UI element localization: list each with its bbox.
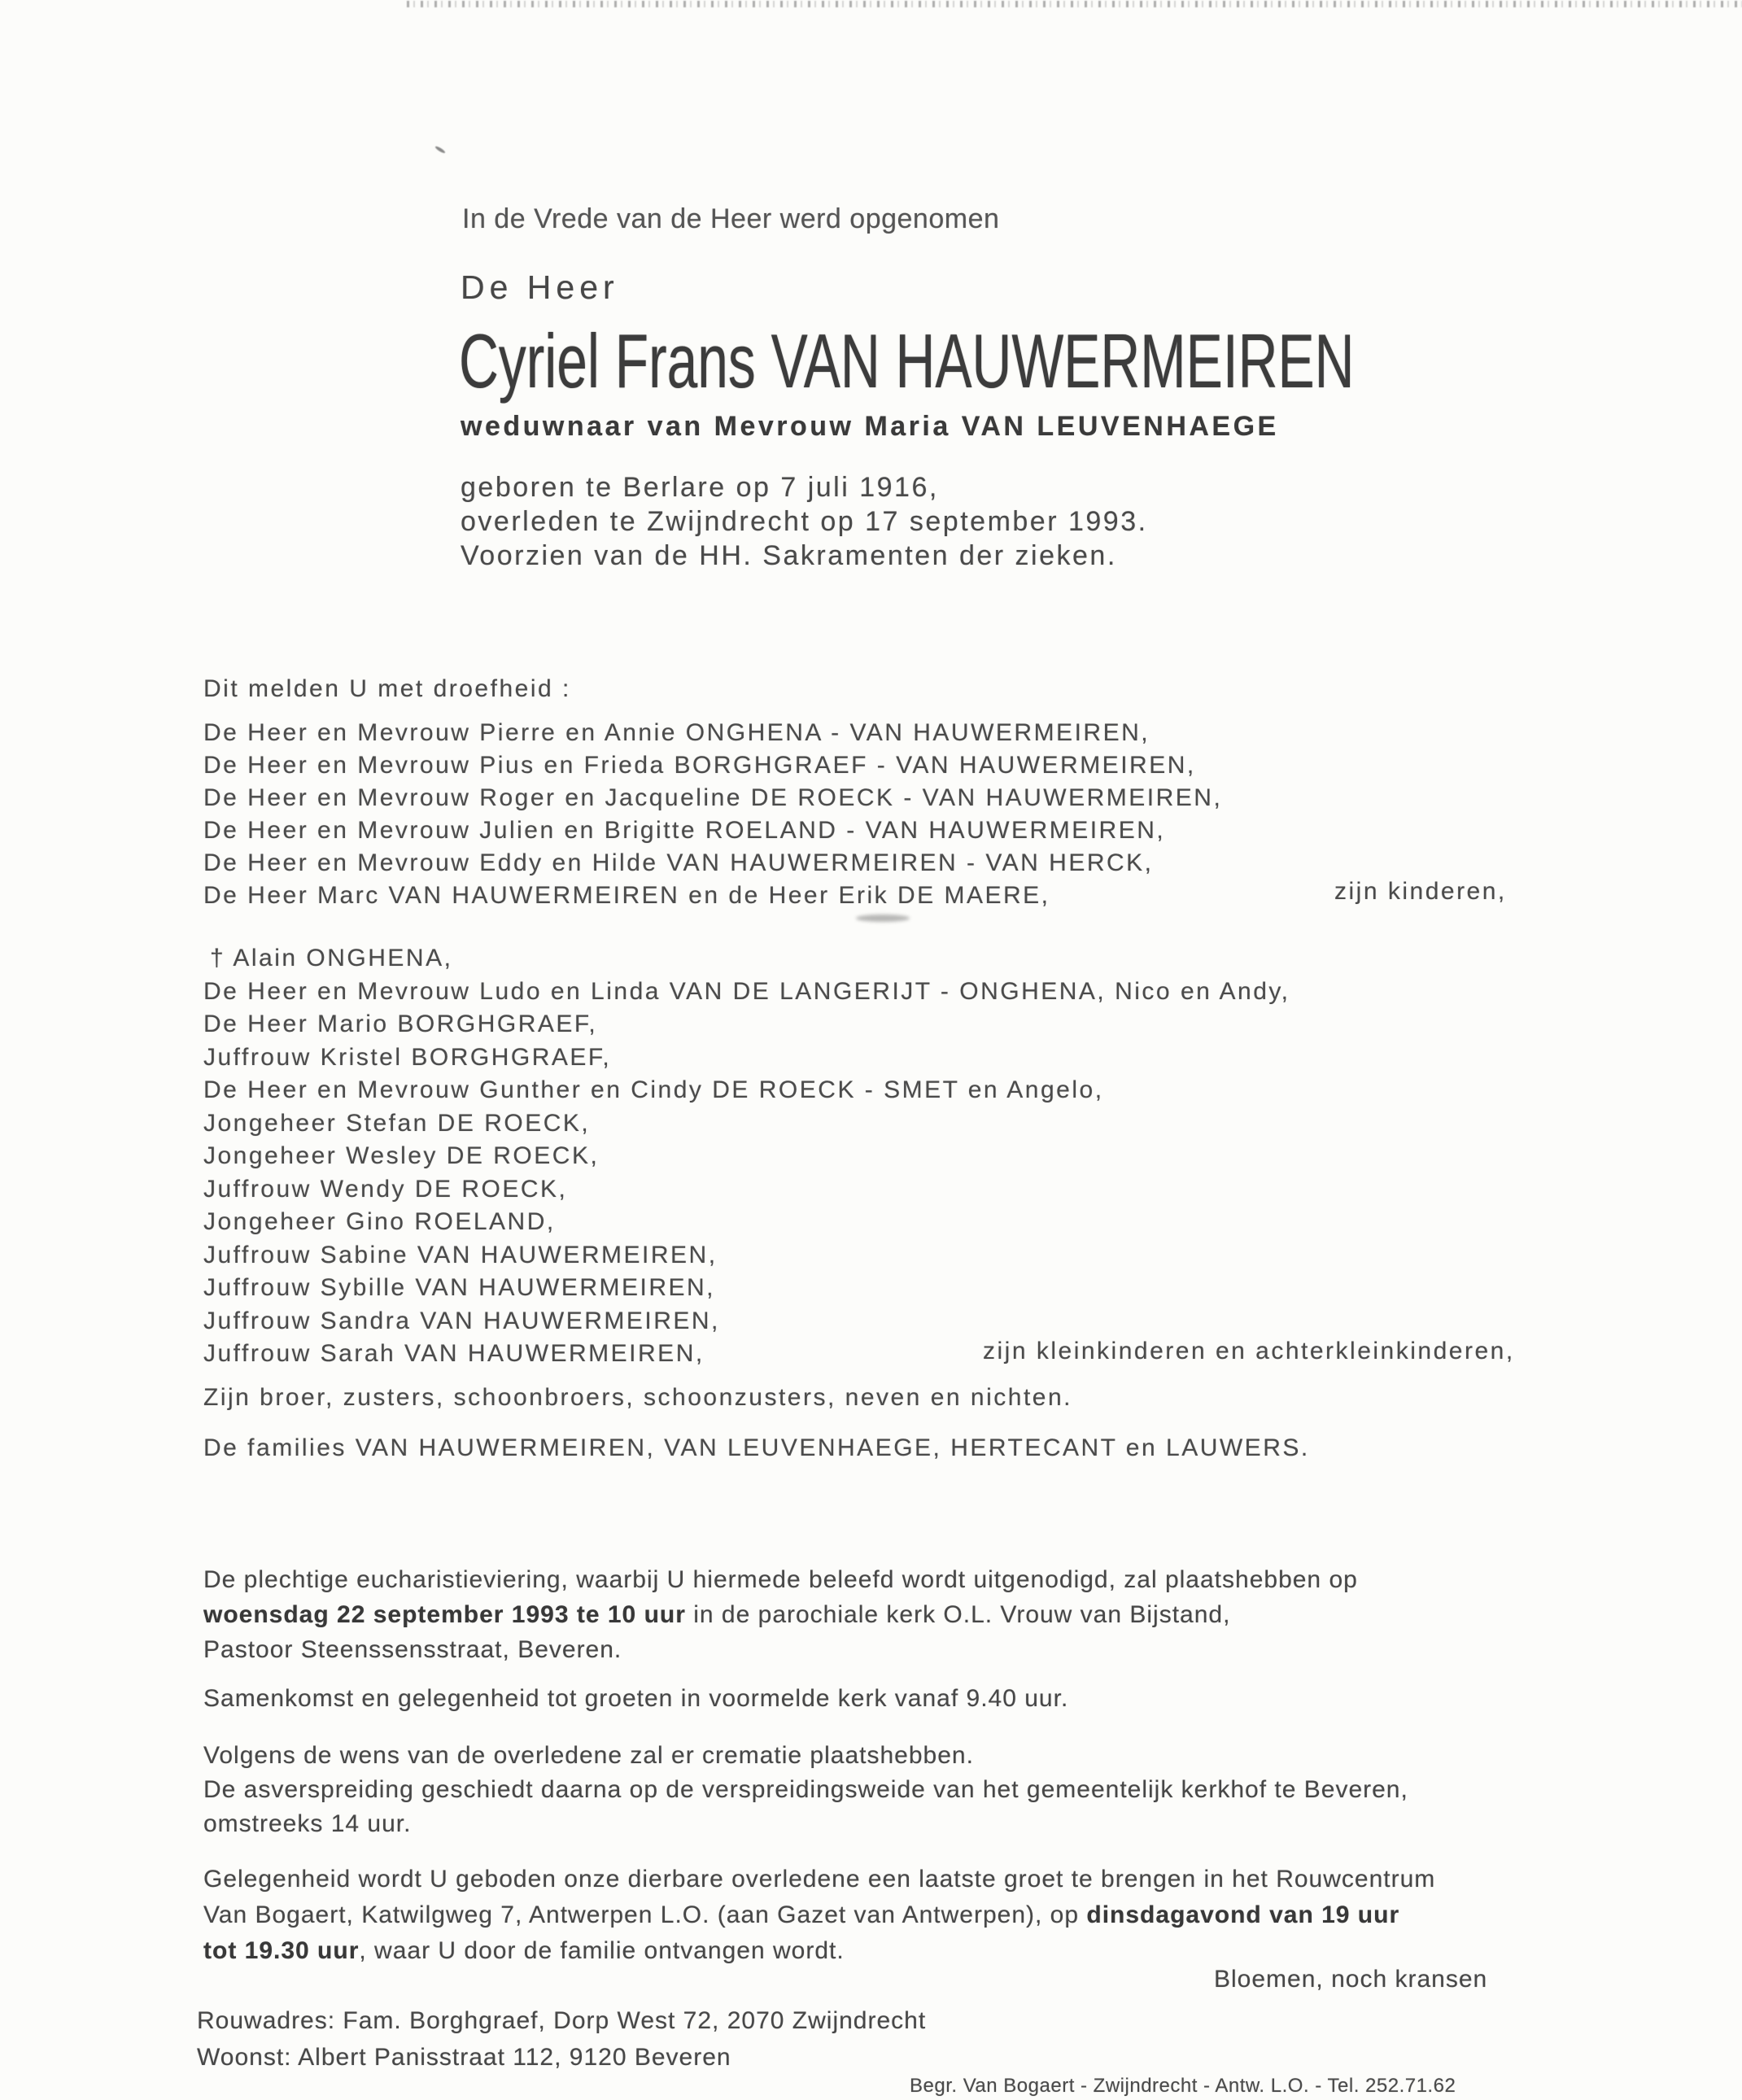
service-line-2 bbox=[203, 1597, 1358, 1632]
cremation-line-1: Volgens de wens van de overledene zal er crematie plaatshebben. bbox=[203, 1742, 974, 1769]
scan-artifact-top bbox=[407, 1, 1742, 7]
grandchildren-list-item: Jongeheer Stefan DE ROECK, bbox=[203, 1109, 591, 1137]
gathering-line: Samenkomst en gelegenheid tot groeten in voormelde kerk vanaf 9.40 uur. bbox=[203, 1685, 1069, 1712]
service-line-2-rest: in de parochiale kerk O.L. Vrouw van Bijstand, bbox=[685, 1601, 1231, 1628]
grandchildren-list-item: De Heer Mario BORGHGRAEF, bbox=[203, 1011, 598, 1037]
service-line-1: De plechtige eucharistieviering, waarbij U hiermede beleefd wordt uitgenodigd, zal plaatshebben op bbox=[203, 1566, 1358, 1593]
grandchildren-role-label: zijn kleinkinderen en achterkleinkinderen, bbox=[983, 1338, 1515, 1364]
visitation-paragraph bbox=[203, 1862, 1435, 1969]
grandchildren-list-item: Juffrouw Wendy DE ROECK, bbox=[203, 1175, 568, 1203]
deceased-name-text: Cyriel Frans VAN HAUWERMEIREN bbox=[459, 318, 1355, 404]
children-list-item: De Heer en Mevrouw Eddy en Hilde VAN HAUWERMEIREN - VAN HERCK, bbox=[203, 849, 1154, 876]
grandchildren-list-item: Juffrouw Sybille VAN HAUWERMEIREN, bbox=[203, 1274, 716, 1301]
deceased-name bbox=[459, 317, 1703, 405]
grandchildren-list-item: Jongeheer Gino ROELAND, bbox=[203, 1208, 556, 1235]
children-list-item: De Heer Marc VAN HAUWERMEIREN en de Heer Erik DE MAERE, bbox=[203, 882, 1050, 909]
visitation-time-bold: dinsdagavond van 19 uur bbox=[1086, 1901, 1400, 1928]
visitation-line-2-start: Van Bogaert, Katwilgweg 7, Antwerpen L.O. (aan Gazet van Antwerpen), op bbox=[203, 1901, 1087, 1928]
mourning-address-line: Rouwadres: Fam. Borghgraef, Dorp West 72, 2070 Zwijndrecht bbox=[197, 2007, 927, 2034]
grandchildren-list-item: Juffrouw Sabine VAN HAUWERMEIREN, bbox=[203, 1241, 718, 1268]
grandchildren-list-item: Juffrouw Sandra VAN HAUWERMEIREN, bbox=[203, 1307, 720, 1334]
residence-line: Woonst: Albert Panisstraat 112, 9120 Beveren bbox=[197, 2044, 731, 2071]
sacraments-line: Voorzien van de HH. Sakramenten der zieken. bbox=[461, 540, 1117, 571]
cremation-paragraph bbox=[203, 1739, 1408, 1841]
grandchildren-list-item: De Heer en Mevrouw Ludo en Linda VAN DE LANGERIJT - ONGHENA, Nico en Andy, bbox=[203, 977, 1290, 1005]
visitation-line-2 bbox=[203, 1897, 1435, 1933]
visitation-line-3 bbox=[203, 1933, 1435, 1969]
children-list bbox=[203, 717, 1222, 912]
flowers-line: Bloemen, noch kransen bbox=[1214, 1966, 1488, 1993]
grandchildren-list-item: Juffrouw Sarah VAN HAUWERMEIREN, bbox=[203, 1340, 705, 1367]
notice-line: Dit melden U met droefheid : bbox=[203, 675, 571, 702]
intro-line: In de Vrede van de Heer werd opgenomen bbox=[462, 203, 1000, 234]
children-role-label: zijn kinderen, bbox=[1334, 878, 1507, 905]
visitation-line-1: Gelegenheid wordt U geboden onze dierbare overledene een laatste groet te brengen in het Rouwcentrum bbox=[203, 1866, 1436, 1893]
children-list-item: De Heer en Mevrouw Roger en Jacqueline DE ROECK - VAN HAUWERMEIREN, bbox=[203, 784, 1223, 811]
grandchildren-list bbox=[203, 942, 1290, 1371]
cremation-line-2: De asverspreiding geschiedt daarna op de verspreidingsweide van het gemeentelijk kerkhof te Beveren, bbox=[203, 1776, 1408, 1803]
children-list-item: De Heer en Mevrouw Julien en Brigitte ROELAND - VAN HAUWERMEIREN, bbox=[203, 817, 1166, 844]
grandchildren-list-item: † Alain ONGHENA, bbox=[210, 945, 453, 971]
spouse-line: weduwnaar van Mevrouw Maria VAN LEUVENHAEGE bbox=[461, 411, 1279, 442]
death-line: overleden te Zwijndrecht op 17 september 1993. bbox=[461, 506, 1148, 537]
families-line: De families VAN HAUWERMEIREN, VAN LEUVENHAEGE, HERTECANT en LAUWERS. bbox=[203, 1434, 1310, 1461]
life-dates-block bbox=[461, 470, 1148, 573]
undertaker-line: Begr. Van Bogaert - Zwijndrecht - Antw. L.O. - Tel. 252.71.62 bbox=[910, 2075, 1456, 2097]
grandchildren-list-item: De Heer en Mevrouw Gunther en Cindy DE ROECK - SMET en Angelo, bbox=[203, 1076, 1104, 1103]
grandchildren-list-item: Jongeheer Wesley DE ROECK, bbox=[203, 1142, 600, 1169]
birth-line: geboren te Berlare op 7 juli 1916, bbox=[461, 472, 939, 503]
children-list-item: De Heer en Mevrouw Pius en Frieda BORGHGRAEF - VAN HAUWERMEIREN, bbox=[203, 752, 1196, 779]
visitation-time-end-bold: tot 19.30 uur bbox=[203, 1937, 360, 1964]
children-list-item: De Heer en Mevrouw Pierre en Annie ONGHENA - VAN HAUWERMEIREN, bbox=[203, 719, 1150, 746]
grandchildren-list-item: Juffrouw Kristel BORGHGRAEF, bbox=[203, 1043, 612, 1071]
salutation: De Heer bbox=[461, 269, 619, 306]
scan-smudge bbox=[856, 915, 910, 922]
scan-speck bbox=[434, 146, 446, 155]
visitation-line-3-rest: , waar U door de familie ontvangen wordt. bbox=[359, 1937, 845, 1964]
service-line-3: Pastoor Steenssensstraat, Beveren. bbox=[203, 1636, 622, 1663]
service-date-bold: woensdag 22 september 1993 te 10 uur bbox=[203, 1601, 686, 1628]
relatives-line: Zijn broer, zusters, schoonbroers, schoonzusters, neven en nichten. bbox=[203, 1384, 1072, 1411]
service-paragraph bbox=[203, 1562, 1358, 1667]
cremation-line-3: omstreeks 14 uur. bbox=[203, 1810, 412, 1837]
